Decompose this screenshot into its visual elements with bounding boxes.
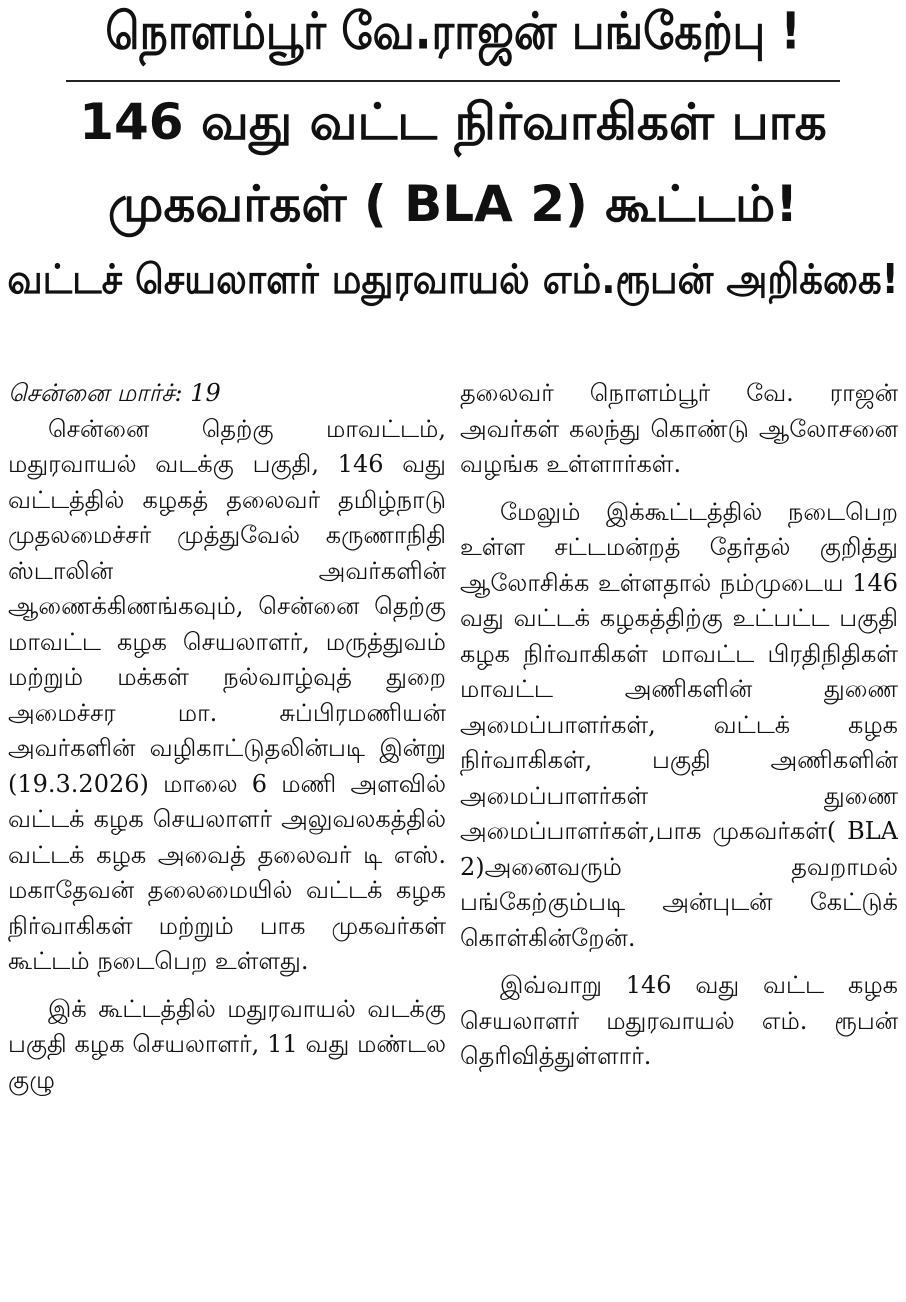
paragraph: சென்னை தெற்கு மாவட்டம், மதுரவாயல் வடக்கு பகுதி, 146 வது வட்டத்தில் கழகத் தலைவர் தமிழ்நாடு முதலமைச்சர் முத்துவேல் கருணாநிதி ஸ்டாலின் அவர்களின் ஆணைக்கிணங்கவும், சென்னை தெற்கு மாவட்ட கழக செயலாளர், மருத்துவம் மற்றும் மக்கள் நல்வாழ்வுத் துறை அமைச்சர மா. சுப்பிரமணியன் அவர்களின் வழிகாட்டுதலின்படி இன்று (19.3.2026) மாலை 6 மணி அளவில் வட்டக் கழக செயலாளர் அலுவலகத்தில் வட்டக் கழக அவைத் தலைவர் டி எஸ். மகாதேவன் தலைமையில் வட்டக் கழக நிர்வாகிகள் மற்றும் பாக முகவர்கள் கூட்டம் நடைபெற உள்ளது.	[8, 414, 446, 975]
paragraph: தலைவர் நொளம்பூர் வே. ராஜன் அவர்கள் கலந்து கொண்டு ஆலோசனை வழங்க உள்ளார்கள்.	[460, 379, 898, 478]
dateline: சென்னை மார்ச்: 19	[8, 379, 221, 407]
article-column-right	[460, 376, 898, 1292]
paragraph: இவ்வாறு 146 வது வட்ட கழக செயலாளர் மதுரவாயல் எம். ரூபன் தெரிவித்துள்ளார்.	[460, 971, 898, 1070]
headline-line-2: 146 வது வட்ட நிர்வாகிகள் பாக	[79, 93, 827, 151]
headline-line-4: வட்டச் செயலாளர் மதுரவாயல் எம்.ரூபன் அறிக்கை!	[7, 255, 899, 304]
headline-line-1: நொளம்பூர் வே.ராஜன் பங்கேற்பு !	[105, 2, 801, 62]
paragraph: இக் கூட்டத்தில் மதுரவாயல் வடக்கு பகுதி கழக செயலாளர், 11 வது மண்டல குழு	[8, 994, 446, 1094]
headline-line-3: முகவர்கள் ( BLA 2) கூட்டம்!	[107, 175, 799, 233]
article-body	[8, 376, 898, 1292]
headline-block	[6, 0, 900, 332]
article-column-left	[8, 376, 446, 1292]
paragraph: மேலும் இக்கூட்டத்தில் நடைபெற உள்ள சட்டமன்றத் தேர்தல் குறித்து ஆலோசிக்க உள்ளதால் நம்முடைய 146 வது வட்டக் கழகத்திற்கு உட்பட்ட பகுதி கழக நிர்வாகிகள் மாவட்ட பிரதிநிதிகள் மாவட்ட அணிகளின் துணை அமைப்பாளர்கள், வட்டக் கழக நிர்வாகிகள், பகுதி அணிகளின் அமைப்பாளர்கள் துணை அமைப்பாளர்கள்,பாக முகவர்கள்( BLA 2)அனைவரும் தவறாமல் பங்கேற்கும்படி அன்புடன் கேட்டுக் கொள்கின்றேன்.	[460, 497, 898, 952]
